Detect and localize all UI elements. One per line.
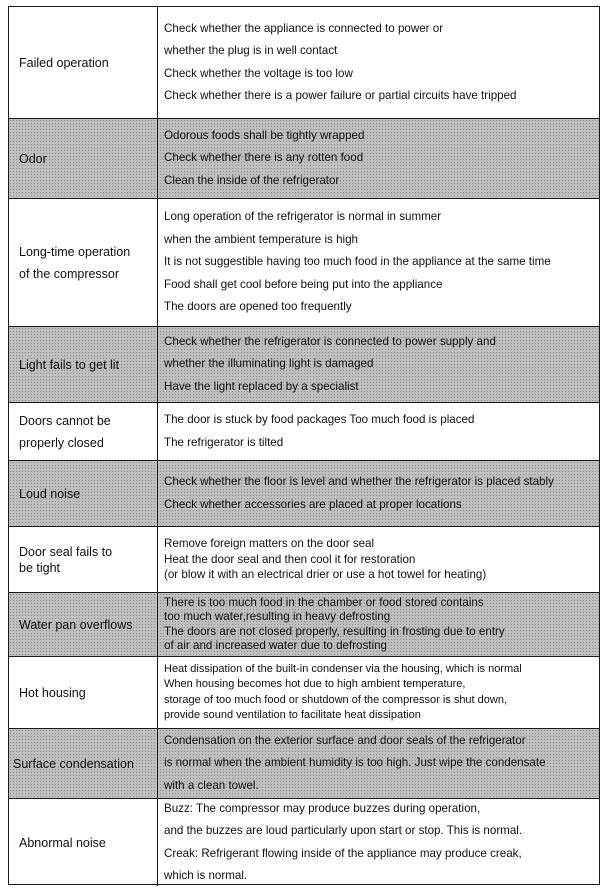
problem-text: Odor [19, 151, 47, 166]
solution-cell [160, 327, 597, 402]
solution-line: whether the plug is in well contact [164, 44, 338, 57]
problem-cell [9, 593, 157, 656]
column-divider [157, 327, 158, 402]
solution-line: Remove foreign matters on the door seal [164, 537, 375, 551]
solution-line: of air and increased water due to defrosting [164, 639, 387, 652]
problem-cell [9, 729, 157, 798]
solution-line: Creak: Refrigerant flowing inside of the appliance may produce creak, [164, 846, 522, 860]
solution-line: too much water,resulting in heavy defrosting [164, 610, 391, 623]
solution-line: and the buzzes are loud particularly upon start or stop. This is normal. [164, 824, 523, 837]
solution-cell [160, 729, 597, 798]
solution-cell [160, 593, 597, 656]
column-divider [157, 527, 158, 592]
solution-line: Check whether the floor is level and whether the refrigerator is placed stably [164, 475, 554, 488]
solution-line: Check whether the refrigerator is connected to power supply and [164, 334, 496, 348]
problem-cell [9, 327, 157, 402]
solution-cell [160, 7, 597, 118]
column-divider [157, 7, 158, 118]
solution-line: storage of too much food or shutdown of the compressor is shut down, [164, 693, 508, 706]
table-row [9, 461, 599, 527]
solution-line: Check whether there is any rotten food [164, 151, 364, 165]
problem-text: be tight [19, 560, 61, 575]
problem-cell [9, 527, 157, 592]
problem-cell [9, 799, 157, 886]
column-divider [157, 119, 158, 198]
table-row [9, 593, 599, 657]
solution-line: Buzz: The compressor may produce buzzes during operation, [164, 801, 481, 815]
problem-text: Abnormal noise [19, 835, 106, 850]
solution-cell [160, 461, 597, 526]
problem-text: properly closed [19, 435, 104, 450]
problem-text: Light fails to get lit [19, 357, 120, 372]
problem-cell [9, 403, 157, 460]
solution-cell [160, 527, 597, 592]
solution-line: Odorous foods shall be tightly wrapped [164, 128, 365, 142]
table-row [9, 199, 599, 327]
problem-text: of the compressor [19, 266, 120, 281]
troubleshooting-table [8, 6, 600, 885]
problem-cell [9, 657, 157, 728]
table-row [9, 7, 599, 119]
solution-line: when the ambient temperature is high [164, 232, 358, 246]
solution-line: which is normal. [164, 869, 248, 882]
solution-line: The door is stuck by food packages Too much food is placed [164, 413, 475, 426]
solution-cell [160, 657, 597, 728]
solution-line: Food shall get cool before being put into the appliance [164, 277, 443, 291]
table-row [9, 527, 599, 593]
column-divider [157, 657, 158, 728]
solution-line: Heat the door seal and then cool it for restoration [164, 552, 416, 566]
column-divider [157, 593, 158, 656]
solution-line: is normal when the ambient humidity is too high. Just wipe the condensate [164, 756, 546, 770]
solution-line: Heat dissipation of the built-in condenser via the housing, which is normal [164, 662, 522, 675]
table-row [9, 729, 599, 799]
solution-line: Check whether the voltage is too low [164, 66, 353, 80]
solution-cell [160, 119, 597, 198]
solution-line: Clean the inside of the refrigerator [164, 173, 340, 187]
solution-line: with a clean towel. [164, 778, 259, 792]
table-row [9, 119, 599, 199]
solution-line: provide sound ventilation to facilitate heat dissipation [164, 709, 421, 721]
solution-line: whether the illuminating light is damaged [164, 357, 374, 371]
solution-line: Long operation of the refrigerator is normal in summer [164, 210, 442, 224]
problem-text: Doors cannot be [19, 413, 111, 428]
solution-line: The doors are opened too frequently [164, 300, 352, 314]
problem-text: Long-time operation [19, 244, 131, 259]
problem-text: Failed operation [19, 55, 109, 70]
solution-line: Have the light replaced by a specialist [164, 379, 359, 393]
solution-cell [160, 403, 597, 460]
solution-line: The refrigerator is tilted [164, 435, 284, 449]
table-row [9, 327, 599, 403]
solution-line: Check whether accessories are placed at proper locations [164, 497, 462, 511]
table-row [9, 799, 599, 886]
solution-line: When housing becomes hot due to high ambient temperature, [164, 678, 466, 690]
problem-cell [9, 199, 157, 326]
solution-line: (or blow it with an electrical drier or use a hot towel for heating) [164, 568, 487, 582]
problem-cell [9, 7, 157, 118]
problem-cell [9, 461, 157, 526]
problem-text: Loud noise [19, 486, 81, 501]
table-row [9, 657, 599, 729]
column-divider [157, 199, 158, 326]
solution-line: There is too much food in the chamber or food stored contains [164, 595, 484, 609]
problem-text: Door seal fails to [19, 544, 113, 559]
problem-text: Surface condensation [13, 756, 134, 771]
solution-line: Check whether there is a power failure or partial circuits have tripped [164, 89, 517, 102]
solution-line: Condensation on the exterior surface and door seals of the refrigerator [164, 733, 526, 747]
solution-cell [160, 199, 597, 326]
column-divider [157, 403, 158, 460]
problem-text: Hot housing [19, 685, 86, 700]
solution-line: The doors are not closed properly, resulting in frosting due to entry [164, 624, 505, 638]
column-divider [157, 461, 158, 526]
table-row [9, 403, 599, 461]
problem-cell [9, 119, 157, 198]
problem-text: Water pan overflows [19, 617, 133, 632]
column-divider [157, 729, 158, 798]
solution-line: It is not suggestible having too much food in the appliance at the same time [164, 255, 551, 269]
solution-line: Check whether the appliance is connected to power or [164, 21, 444, 35]
solution-cell [160, 799, 597, 886]
column-divider [157, 799, 158, 886]
